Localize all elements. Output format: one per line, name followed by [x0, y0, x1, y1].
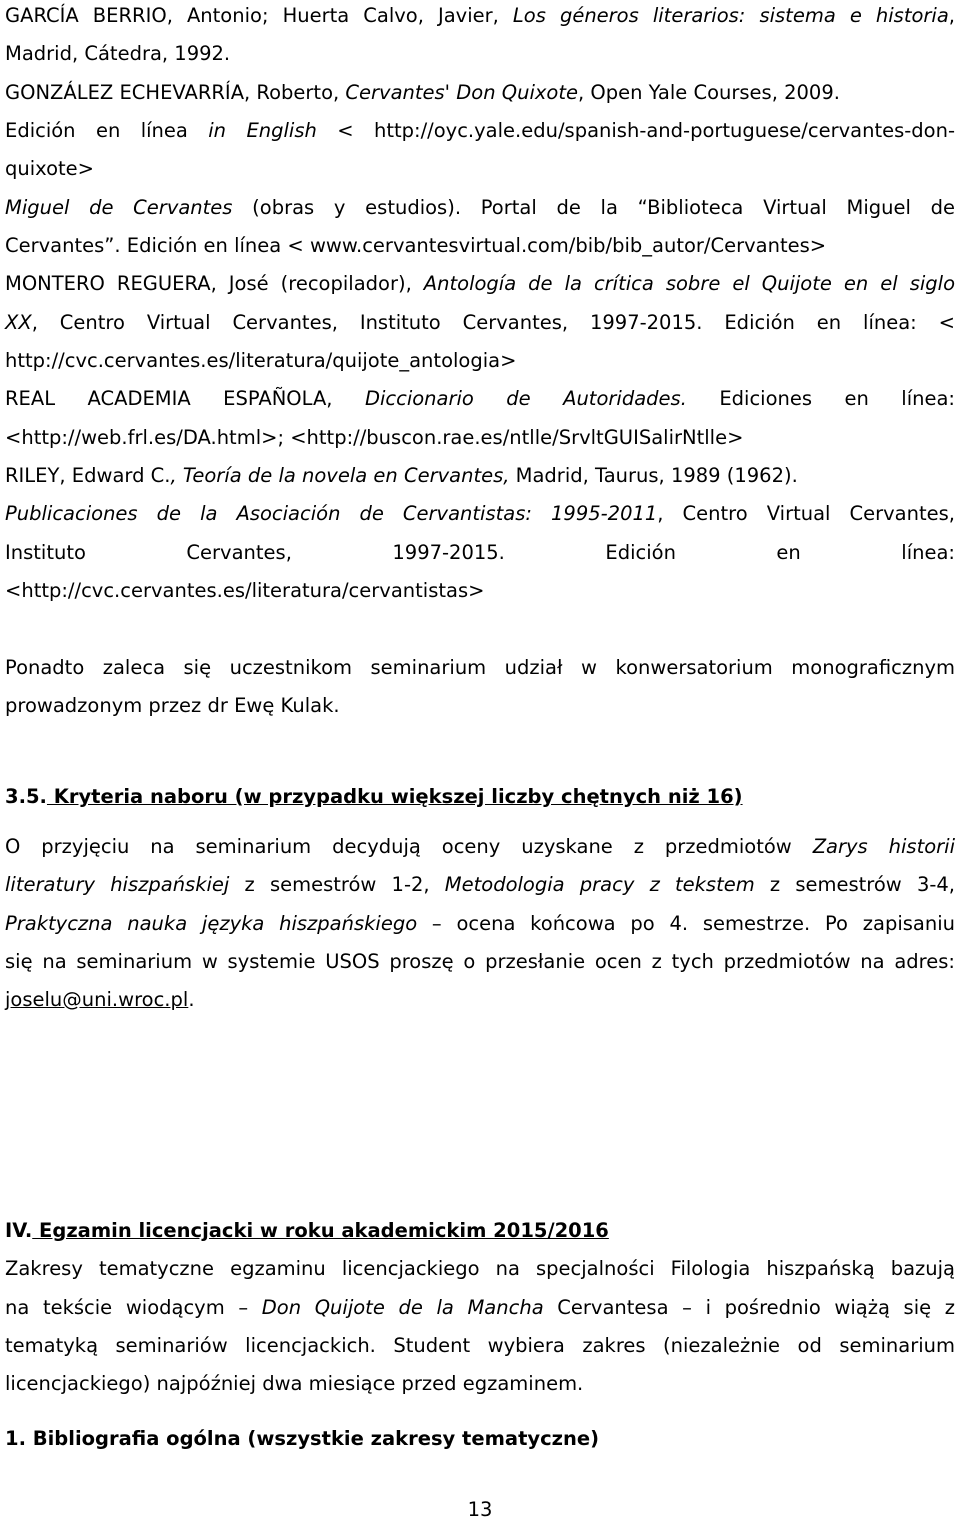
exam-text: Cervantesa – i pośrednio wiążą się z [543, 1296, 955, 1319]
publisher-text: Madrid, Taurus, 1989 (1962). [509, 464, 798, 487]
criteria-line2 [5, 873, 955, 897]
course-title: Zarys historii [812, 835, 956, 858]
bib-entry-rae-line2: <http://web.frl.es/DA.html>; <http://buscon.rae.es/ntlle/SrvltGUISalirNtlle> [5, 426, 744, 449]
bib-entry-rae-line1 [5, 387, 955, 411]
subsection-heading-general-bibliography [5, 1427, 955, 1451]
criteria-line1 [5, 835, 955, 859]
publisher-text: , Open Yale Courses, 2009. [578, 81, 840, 104]
bib-entry-garcia-berrio-line1 [5, 4, 955, 28]
book-title: Los géneros literarios: sistema e historia [512, 4, 949, 27]
bib-entry-publicaciones-line2: Instituto Cervantes, 1997-2015. Edición en línea: [5, 541, 955, 564]
portal-text: (obras y estudios). Portal de la “Biblioteca Virtual Miguel de [232, 196, 955, 219]
bib-entry-garcia-berrio-line2: Madrid, Cátedra, 1992. [5, 42, 231, 65]
section-heading-criteria [5, 785, 955, 809]
section-number: IV. [5, 1219, 33, 1242]
course-title: Praktyczna nauka języka hiszpańskiego [5, 912, 418, 935]
exam-line2 [5, 1296, 955, 1320]
subsection-title: 1. Bibliografia ogólna (wszystkie zakresy tematyczne) [5, 1427, 600, 1450]
exam-line3: tematyką seminariów licencjackich. Student wybiera zakres (niezależnie od seminarium [5, 1334, 955, 1357]
criteria-text: z semestrów 3-4, [754, 873, 955, 896]
edition-text: Ediciones en línea: [686, 387, 955, 410]
bib-entry-gonzalez-line2 [5, 119, 955, 143]
book-title: Diccionario de Autoridades. [364, 387, 687, 410]
publisher-text: , Centro Virtual Cervantes, Instituto Cervantes, 1997-2015. Edición en línea: < [31, 311, 955, 334]
course-title: Metodologia pracy z tekstem [444, 873, 755, 896]
criteria-line4: się na seminarium w systemie USOS proszę o przesłanie ocen z tych przedmiotów na adres: [5, 950, 955, 973]
criteria-text: – ocena końcowa po 4. semestrze. Po zapisaniu [417, 912, 955, 935]
section-title: Kryteria naboru (w przypadku większej liczby chętnych niż 16) [46, 785, 743, 808]
bib-entry-miguel-line1 [5, 196, 955, 220]
bib-entry-publicaciones-line1 [5, 502, 955, 526]
bib-entry-riley-line1 [5, 464, 955, 488]
criteria-text: O przyjęciu na seminarium decydują oceny uzyskane z przedmiotów [5, 835, 813, 858]
url-text: < http://oyc.yale.edu/spanish-and-portuguese/cervantes-don- [316, 119, 955, 142]
bib-entry-montero-line2 [5, 311, 955, 335]
course-title: literatury hiszpańskiej [5, 873, 230, 896]
exam-line1: Zakresy tematyczne egzaminu licencjackiego na specjalności Filologia hiszpańską bazują [5, 1257, 955, 1280]
book-title: Don Quijote de la Mancha [261, 1296, 544, 1319]
edition-text: Edición en línea [5, 119, 209, 142]
author-text: MONTERO REGUERA, José (recopilador), [5, 272, 424, 295]
book-title-cont: XX [5, 311, 32, 334]
email-link[interactable]: joselu@uni.wroc.pl [5, 988, 189, 1011]
exam-text: na tekście wiodącym – [5, 1296, 262, 1319]
section-heading-exam [5, 1219, 955, 1243]
bib-entry-montero-line1 [5, 272, 955, 296]
section-number: 3.5. [5, 785, 47, 808]
bib-entry-publicaciones-line3: <http://cvc.cervantes.es/literatura/cervantistas> [5, 579, 485, 602]
bib-entry-miguel-line2: Cervantes”. Edición en línea < www.cervantesvirtual.com/bib/bib_autor/Cervantes> [5, 234, 827, 257]
page-number: 13 [467, 1498, 493, 1521]
bib-entry-montero-line3: http://cvc.cervantes.es/literatura/quijote_antologia> [5, 349, 517, 372]
bib-entry-gonzalez-line3: quixote> [5, 157, 95, 180]
book-title: , Teoría de la novela en Cervantes, [170, 464, 510, 487]
criteria-line3 [5, 912, 955, 936]
criteria-text: z semestrów 1-2, [229, 873, 445, 896]
exam-line4: licencjackiego) najpóźniej dwa miesiące przed egzaminem. [5, 1372, 584, 1395]
book-title: Antología de la crítica sobre el Quijote en el siglo [423, 272, 955, 295]
publisher-text: , Centro Virtual Cervantes, [657, 502, 955, 525]
criteria-line5 [5, 988, 955, 1012]
section-title: Egzamin licencjacki w roku akademickim 2015/2016 [32, 1219, 609, 1242]
author-text: RILEY, Edward C. [5, 464, 171, 487]
language-text: in English [208, 119, 317, 142]
book-title: Cervantes' Don Quixote [345, 81, 578, 104]
book-title: Miguel de Cervantes [5, 196, 233, 219]
recommendation-line2: prowadzonym przez dr Ewę Kulak. [5, 694, 340, 717]
bib-entry-gonzalez-line1 [5, 81, 955, 105]
book-title: Publicaciones de la Asociación de Cervantistas: 1995-2011 [5, 502, 658, 525]
recommendation-line1: Ponadto zaleca się uczestnikom seminarium udział w konwersatorium monograficznym [5, 656, 955, 679]
author-text: GARCÍA BERRIO, Antonio; Huerta Calvo, Javier, [5, 4, 513, 27]
punct: . [188, 988, 195, 1011]
punct: , [948, 4, 955, 27]
author-text: GONZÁLEZ ECHEVARRÍA, Roberto, [5, 81, 346, 104]
author-text: REAL ACADEMIA ESPAÑOLA, [5, 387, 365, 410]
